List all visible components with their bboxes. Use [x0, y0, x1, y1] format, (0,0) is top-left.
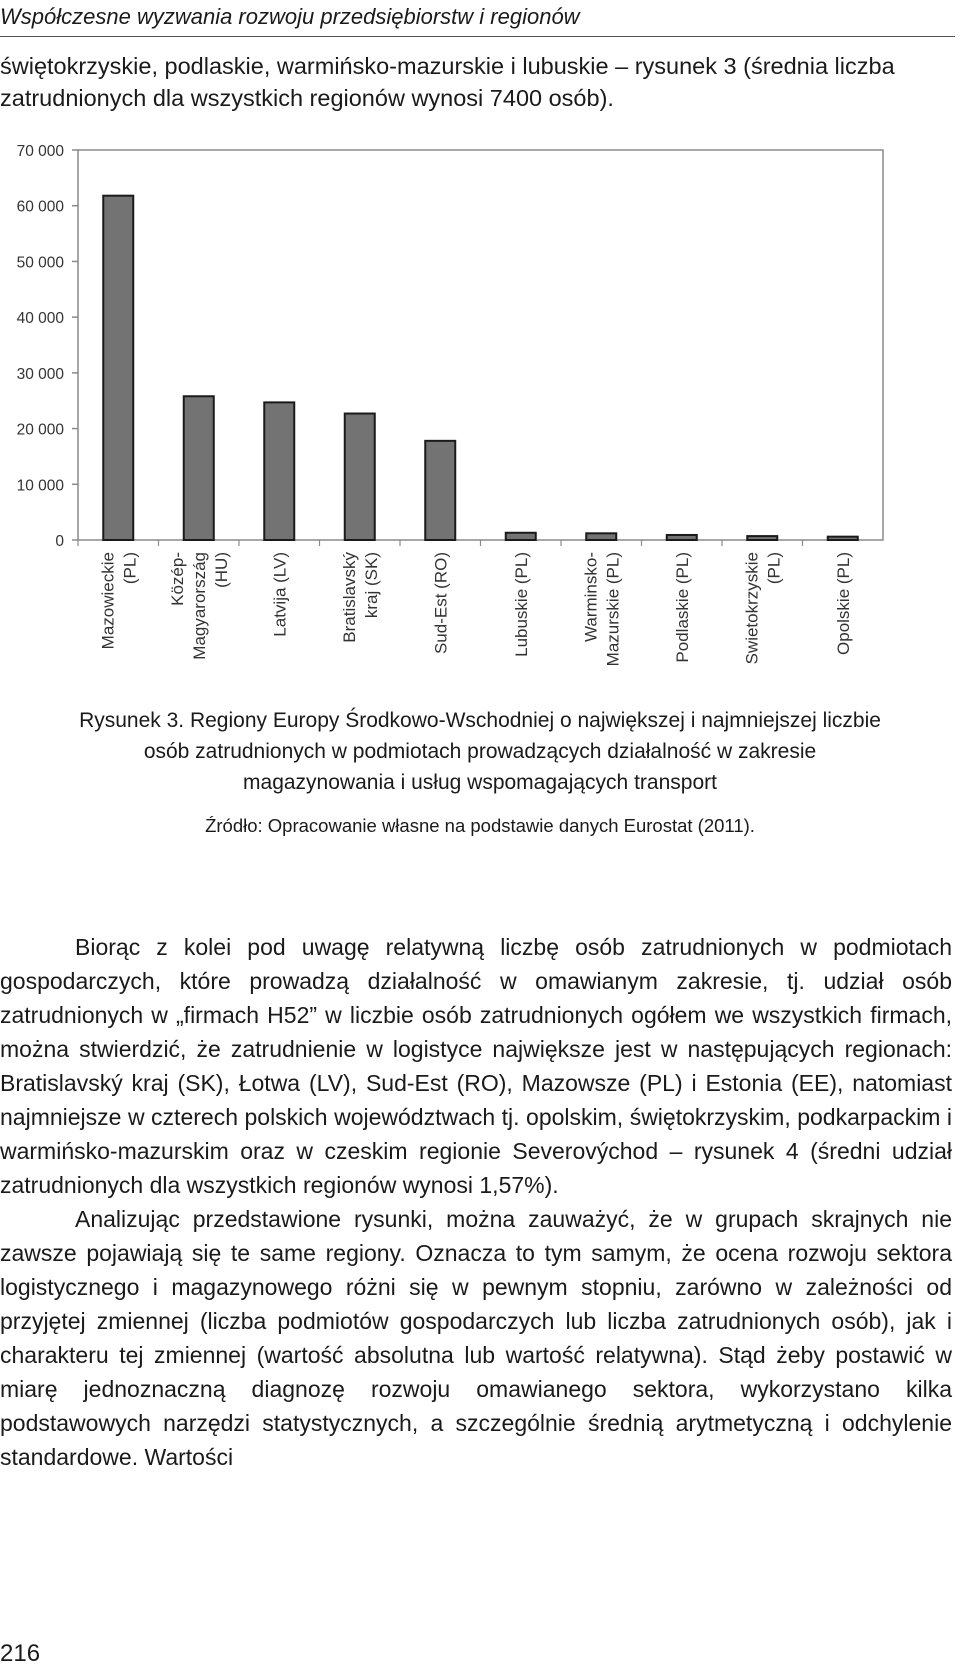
y-tick-label: 0 — [55, 533, 64, 550]
bar — [264, 402, 294, 540]
y-tick-label: 10 000 — [16, 477, 64, 495]
figure-caption — [40, 705, 920, 798]
y-tick-label: 20 000 — [16, 421, 64, 439]
bar-chart — [0, 140, 960, 700]
bar — [586, 533, 616, 540]
caption-line-2: osób zatrudnionych w podmiotach prowadzących działalność w zakresie — [143, 740, 817, 763]
y-tick-label: 50 000 — [16, 254, 64, 272]
x-tick-label: Mazowieckie (PL) — [98, 552, 140, 650]
y-tick-label: 40 000 — [16, 310, 64, 328]
page-number: 216 — [0, 1640, 41, 1667]
x-tick-label: Bratislavský kraj (SK) — [339, 552, 381, 643]
x-tick-label: Közép- Magyarország (HU) — [167, 552, 231, 660]
x-tick-label: Sud-Est (RO) — [431, 552, 451, 655]
bar — [345, 414, 375, 540]
bar — [747, 536, 777, 540]
bar — [667, 535, 697, 540]
x-tick-label: Warminsko- Mazurskie (PL) — [581, 552, 623, 667]
body-paragraph-1: Biorąc z kolei pod uwagę relatywną liczbę osób zatrudnionych w podmiotach gospodarczych, które prowadzą działalność w omawianym zakresie, tj. udział osób zatrudnionych w „firmach H52” w liczbie osób zatrudnionych ogółem we wszystkich firmach, można stwierdzić, że zatrudnienie w logistyce największe jest w następujących regionach: Bratislavský kraj (SK), Łotwa (LV), Sud-Est (RO), Mazowsze (PL) i Estonia (EE), natomiast najmniejsze w czterech polskich województwach tj. opolskim, świętokrzyskim, podkarpackim i warmińsko-mazurskim oraz w czeskim regionie Severovýchod – rysunek 4 (średni udział zatrudnionych dla wszystkich regionów wynosi 1,57%). — [0, 934, 952, 1198]
caption-line-1: Rysunek 3. Regiony Europy Środkowo-Wschodniej o największej i najmniejszej liczbie — [79, 709, 881, 732]
caption-line-3: magazynowania i usług wspomagających transport — [243, 771, 717, 794]
x-tick-label: Opolskie (PL) — [833, 552, 853, 655]
y-tick-label: 60 000 — [16, 198, 64, 216]
x-tick-label: Swietokrzyskie (PL) — [742, 552, 784, 665]
bar — [425, 441, 455, 540]
x-tick-label: Podlaskie (PL) — [672, 552, 692, 663]
x-tick-label: Latvija (LV) — [270, 552, 290, 637]
running-header: Współczesne wyzwania rozwoju przedsiębiorstw i regionów — [0, 4, 955, 37]
bar — [828, 537, 858, 540]
intro-paragraph: świętokrzyskie, podlaskie, warmińsko-mazurskie i lubuskie – rysunek 3 (średnia liczba zatrudnionych dla wszystkich regionów wynosi 7400 osób). — [0, 53, 895, 111]
bar — [506, 533, 536, 540]
figure-source: Źródło: Opracowanie własne na podstawie danych Eurostat (2011). — [205, 815, 755, 836]
bar — [103, 196, 133, 540]
body-text — [0, 930, 952, 1474]
y-tick-label: 30 000 — [16, 365, 64, 383]
x-tick-label: Lubuskie (PL) — [511, 552, 531, 657]
y-tick-label: 70 000 — [16, 143, 64, 160]
body-paragraph-2: Analizując przedstawione rysunki, można zauważyć, że w grupach skrajnych nie zawsze pojawiają się te same regiony. Oznacza to tym samym, że ocena rozwoju sektora logistycznego i magazynowego różni się w pewnym stopniu, zarówno w zależności od przyjętej zmiennej (liczba podmiotów gospodarczych lub liczba zatrudnionych osób), jak i charakteru tej zmiennej (wartość absolutna lub wartość relatywna). Stąd żeby postawić w miarę jednoznaczną diagnozę rozwoju omawianego sektora, wykorzystano kilka podstawowych narzędzi statystycznych, a szczególnie średnią arytmetyczną i odchylenie standardowe. Wartości — [0, 1206, 952, 1470]
bar — [184, 396, 214, 540]
